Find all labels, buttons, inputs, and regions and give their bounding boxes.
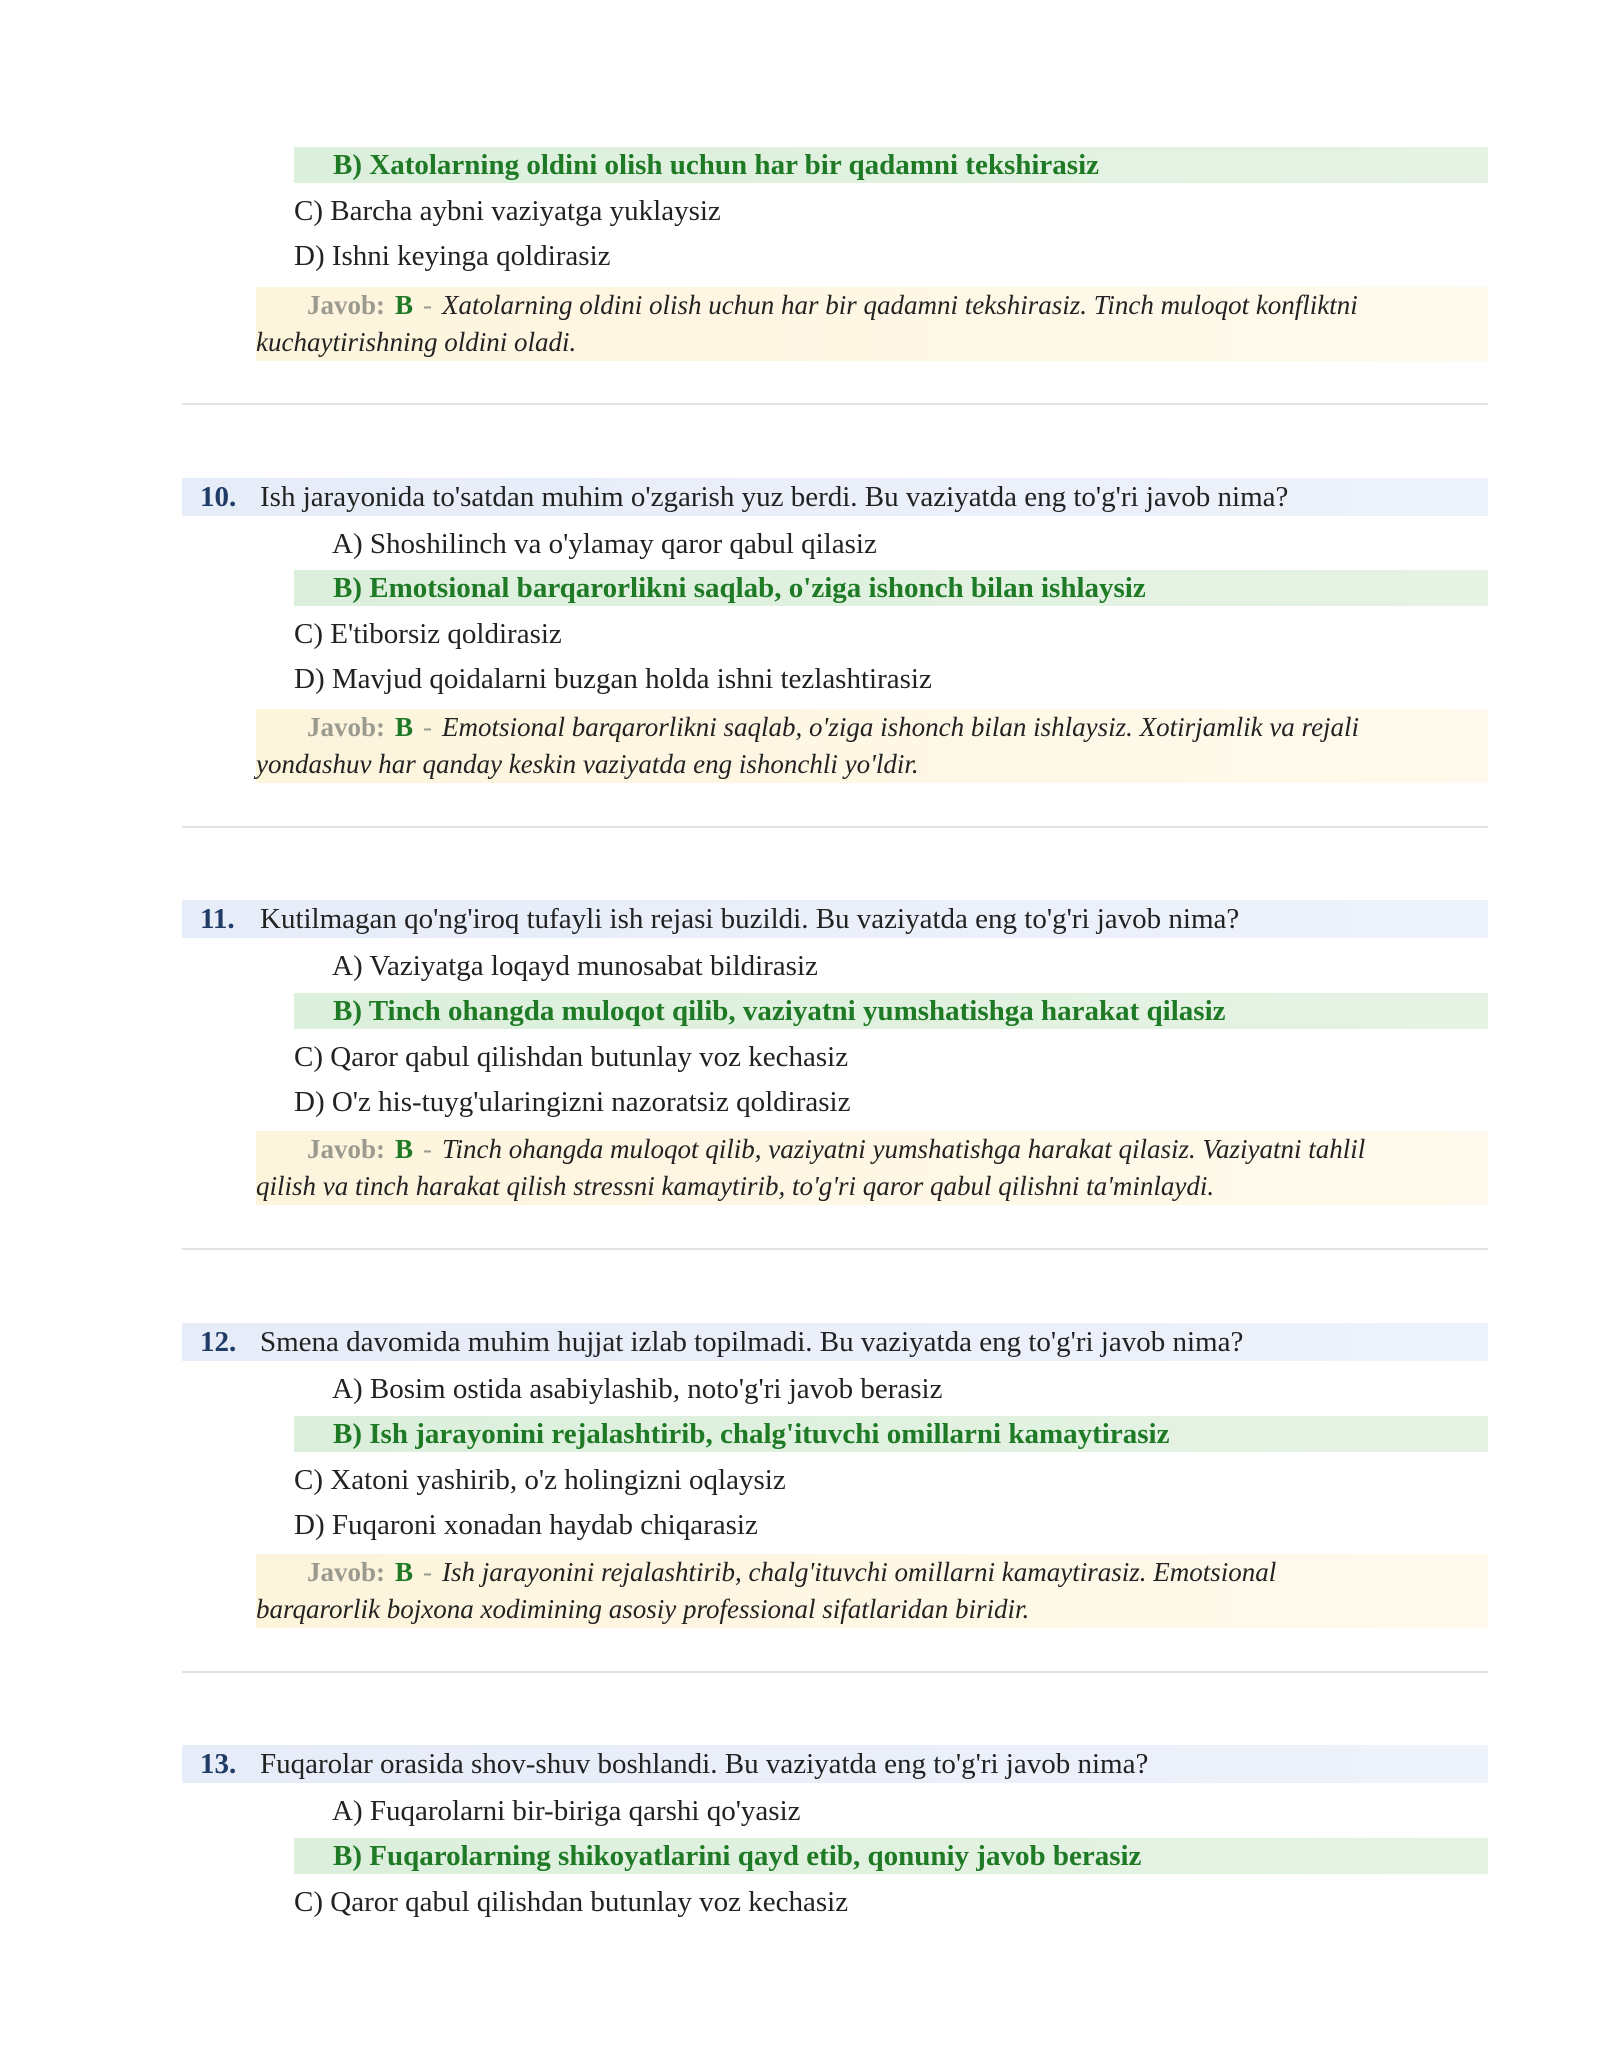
q12-option-d: D) Fuqaroni xonadan haydab chiqarasiz <box>294 1509 758 1541</box>
q12-option-b-correct: B) Ish jarayonini rejalashtirib, chalg'ituvchi omillarni kamaytirasiz <box>294 1416 1488 1452</box>
answer-label: Javob: <box>307 712 386 742</box>
q12-text: Smena davomida muhim hujjat izlab topilmadi. Bu vaziyatda eng to'g'ri javob nima? <box>260 1326 1244 1358</box>
answer-dash: - <box>423 1557 433 1587</box>
answer-letter: B <box>395 1557 414 1587</box>
divider <box>182 826 1488 828</box>
answer-letter: B <box>395 712 414 742</box>
q9-option-c: C) Barcha aybni vaziyatga yuklaysiz <box>294 195 721 227</box>
q11-answer-box <box>256 1131 1488 1205</box>
q10-option-c: C) E'tiborsiz qoldirasiz <box>294 618 562 650</box>
answer-explanation-cont: kuchaytirishning oldini oladi. <box>256 327 577 357</box>
answer-letter: B <box>395 1134 414 1164</box>
q10-option-b-correct: B) Emotsional barqarorlikni saqlab, o'ziga ishonch bilan ishlaysiz <box>294 570 1488 606</box>
answer-explanation: Emotsional barqarorlikni saqlab, o'ziga ishonch bilan ishlaysiz. Xotirjamlik va rejali <box>442 712 1360 742</box>
q9-option-b-correct: B) Xatolarning oldini olish uchun har bir qadamni tekshirasiz <box>294 147 1488 183</box>
answer-dash: - <box>423 712 433 742</box>
q13-number: 13. <box>200 1748 237 1780</box>
divider <box>182 1248 1488 1250</box>
divider <box>182 403 1488 405</box>
answer-explanation: Ish jarayonini rejalashtirib, chalg'ituvchi omillarni kamaytirasiz. Emotsional <box>442 1557 1277 1587</box>
q10-option-a: A) Shoshilinch va o'ylamay qaror qabul qilasiz <box>332 528 877 560</box>
q12-option-a: A) Bosim ostida asabiylashib, noto'g'ri javob berasiz <box>332 1373 943 1405</box>
answer-explanation-cont: barqarorlik bojxona xodimining asosiy professional sifatlaridan biridir. <box>256 1594 1030 1624</box>
q12-number: 12. <box>200 1326 237 1358</box>
answer-letter: B <box>395 290 414 320</box>
answer-explanation: Xatolarning oldini olish uchun har bir qadamni tekshirasiz. Tinch muloqot konfliktni <box>442 290 1358 320</box>
q9-option-d: D) Ishni keyinga qoldirasiz <box>294 240 611 272</box>
q11-option-c: C) Qaror qabul qilishdan butunlay voz kechasiz <box>294 1041 849 1073</box>
q13-option-b-correct: B) Fuqarolarning shikoyatlarini qayd etib, qonuniy javob berasiz <box>294 1838 1488 1874</box>
answer-label: Javob: <box>307 1557 386 1587</box>
q11-option-d: D) O'z his-tuyg'ularingizni nazoratsiz qoldirasiz <box>294 1086 851 1118</box>
answer-explanation: Tinch ohangda muloqot qilib, vaziyatni yumshatishga harakat qilasiz. Vaziyatni tahlil <box>442 1134 1366 1164</box>
answer-explanation-cont: yondashuv har qanday keskin vaziyatda eng ishonchli yo'ldir. <box>256 749 919 779</box>
q12-answer-box <box>256 1554 1488 1628</box>
q11-number: 11. <box>200 903 235 935</box>
q13-option-c: C) Qaror qabul qilishdan butunlay voz kechasiz <box>294 1886 849 1918</box>
answer-explanation-cont: qilish va tinch harakat qilish stressni kamaytirib, to'g'ri qaror qabul qilishni ta'minlaydi. <box>256 1171 1215 1201</box>
q11-text: Kutilmagan qo'ng'iroq tufayli ish rejasi buzildi. Bu vaziyatda eng to'g'ri javob nima? <box>260 903 1240 935</box>
answer-label: Javob: <box>307 290 386 320</box>
q13-option-a: A) Fuqarolarni bir-biriga qarshi qo'yasiz <box>332 1795 801 1827</box>
answer-dash: - <box>423 290 433 320</box>
q10-text: Ish jarayonida to'satdan muhim o'zgarish yuz berdi. Bu vaziyatda eng to'g'ri javob nima? <box>260 481 1289 513</box>
q13-text: Fuqarolar orasida shov-shuv boshlandi. Bu vaziyatda eng to'g'ri javob nima? <box>260 1748 1149 1780</box>
q11-option-b-correct: B) Tinch ohangda muloqot qilib, vaziyatni yumshatishga harakat qilasiz <box>294 993 1488 1029</box>
q10-option-d: D) Mavjud qoidalarni buzgan holda ishni tezlashtirasiz <box>294 663 932 695</box>
q9-answer-box <box>256 287 1488 361</box>
q11-option-a: A) Vaziyatga loqayd munosabat bildirasiz <box>332 950 818 982</box>
answer-label: Javob: <box>307 1134 386 1164</box>
q12-option-c: C) Xatoni yashirib, o'z holingizni oqlaysiz <box>294 1464 786 1496</box>
q10-number: 10. <box>200 481 237 513</box>
q10-answer-box <box>256 709 1488 783</box>
answer-dash: - <box>423 1134 433 1164</box>
divider <box>182 1671 1488 1673</box>
